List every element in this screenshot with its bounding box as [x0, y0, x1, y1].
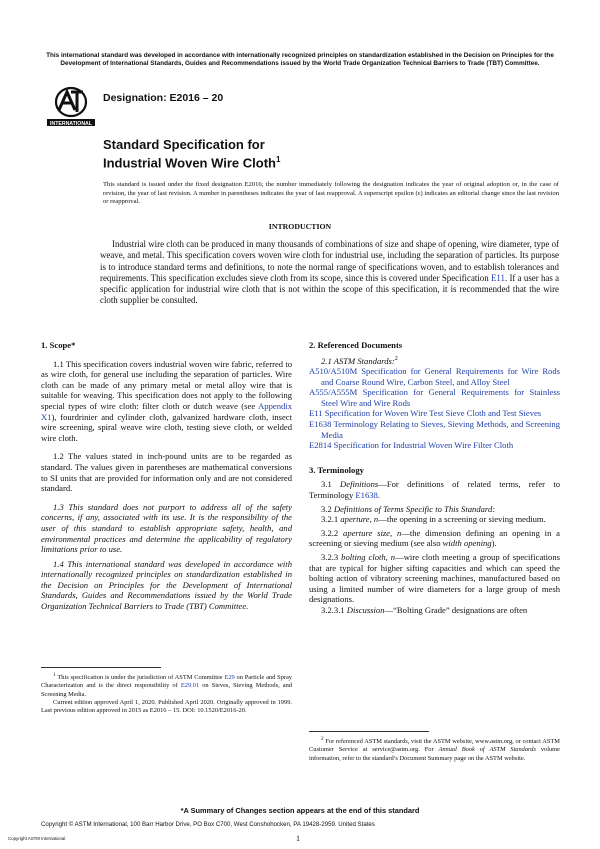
reference-code[interactable]: E1638 [309, 419, 332, 430]
page-title: Standard Specification for Industrial Woven Wire Cloth$^1$ [103, 137, 281, 171]
term-3-2-2: 3.2.2 aperture size, n—the dimension defining an opening in a screening or sieving medium (see also width opening). [309, 527, 560, 549]
term-3-1: 3.1 Definitions—For definitions of related terms, refer to Terminology E1638. [309, 479, 561, 500]
license-stamp: Copyright ASTM International [8, 836, 66, 841]
scope-1-3: 1.3 This standard does not purport to address all of the safety concerns, if any, associated with its use. It is the responsibility of the user of this standard to establish appropriate safety, health, and environmental practices and determine the applicability of regulatory limitations prior to use. [41, 501, 292, 555]
wto-notice: This international standard was developed in accordance with internationally recognized principles on standardization established in the Decision on Principles for the Development of International Standards, Guides and Recommendations issued by the World Trade Organization Technical Barriers to Trade (TBT) Committee. [46, 52, 554, 67]
intro-heading: INTRODUCTION [268, 222, 332, 231]
summary-note: *A Summary of Changes section appears at the end of this standard [180, 806, 420, 815]
issued-note: This standard is issued under the fixed designation E2016; the number immediately following the designation indicates the year of original adoption or, in the case of revision, the year of last revision. A number in parentheses indicates the year of last reapproval. A superscript epsilon (ε) indicates an editorial change since the last revision or reapproval. [103, 181, 559, 206]
term-3-2: 3.2 Definitions of Terms Specific to This Standard: [321, 503, 496, 514]
reference-code[interactable]: A510/A510M [309, 366, 358, 377]
reference-title[interactable]: Specification for Industrial Woven Wire Filter Cloth [333, 440, 514, 451]
scope-section [41, 340, 292, 612]
term-3-2-3: 3.2.3 bolting cloth, n—wire cloth meeting a group of specifications that are typical for higher sifting capacities and which can speed the bolting action of vibratory screening machines, manufactured based on using a limited number of wire diameters for a large group of mesh designations. [309, 551, 560, 605]
referenced-heading: 2. Referenced Documents [309, 340, 403, 350]
e29-01-link[interactable]: E29.01 [180, 682, 200, 690]
reference-item[interactable] [309, 387, 560, 408]
footnote-2: $^2$ For referenced ASTM standards, visit the ASTM website, www.astm.org, or contact ASTM Customer Service at service@astm.org. For Annual Book of ASTM Standards volume information, refer to the standard’s Document Summary page on the ASTM website. [309, 731, 560, 763]
astm-logo [45, 84, 97, 128]
reference-list [309, 366, 560, 451]
reference-title[interactable]: Specification for General Requirements for Stainless Steel Wire and Wire Rods [321, 387, 561, 408]
reference-item[interactable] [309, 419, 560, 440]
reference-item[interactable] [309, 408, 560, 419]
reference-code[interactable]: E2814 [309, 440, 332, 451]
terminology-heading: 3. Terminology [309, 464, 364, 475]
appendix-x1-link[interactable]: Appendix X1 [41, 400, 292, 422]
scope-1-4: 1.4 This international standard was developed in accordance with internationally recognized principles on standardization established in the Decision on Principles for the Development of International Standards, Guides and Recommendations issued by the World Trade Organization Technical Barriers to Trade (TBT) Committee. [41, 558, 292, 612]
svg-text:INTERNATIONAL: INTERNATIONAL [50, 121, 92, 127]
scope-heading: 1. Scope* [41, 340, 76, 350]
astm-logo-icon [45, 84, 97, 128]
intro-paragraph: Industrial wire cloth can be produced in many thousands of combinations of size and shape of opening, wire diameter, type of weave, and metal. This specification covers woven wire cloth for industrial use, including the separation of particles. Its purpose is to introduce standard terms and definitions, to note the normal range of specifications woven, and to establish tolerances and requirements. This specification excludes sieve cloth from its scope, since this is covered under Specification E11. If a user has a specific application for industrial wire cloth that is not within the scope of this specification, it is recommended that the wire cloth supplier be consulted. [100, 239, 560, 306]
scope-1-1: 1.1 This specification covers industrial woven wire fabric, referred to as wire cloth, for general use including the separation of particles. Wire cloth can be made of any primary metal or metal alloy wire that is suitable for weaving. This specification does not apply to the following special types of wire cloth: filter cloth or dutch weave (see Appendix X1), fourdrinier and cylinder cloth, galvanized hardware cloth, insect wire screening, spiral weave wire cloth, testing sieve cloth, or welded wire cloth. [41, 358, 292, 443]
reference-code[interactable]: A555/A555M [309, 387, 358, 398]
term-3-2-3-1: 3.2.3.1 Discussion—“Bolting Grade” designations are often [321, 604, 528, 615]
reference-item[interactable] [309, 366, 560, 387]
reference-title[interactable]: Specification for General Requirements for Wire Rods and Coarse Round Wire, Carbon Steel, and Alloy Steel [321, 366, 560, 387]
e1638-link[interactable]: E1638 [355, 489, 378, 500]
reference-title[interactable]: Terminology Relating to Sieves, Sieving Methods, and Screening Media [321, 419, 561, 440]
e29-link[interactable]: E29 [224, 674, 235, 682]
reference-title[interactable]: Specification for Woven Wire Test Sieve Cloth and Test Sieves [324, 408, 542, 419]
term-3-2-1: 3.2.1 aperture, n—the opening in a screening or sieving medium. [321, 514, 546, 525]
page-number: 1 [296, 834, 300, 843]
copyright: Copyright © ASTM International, 100 Barr Harbor Drive, PO Box C700, West Conshohocken, PA 19428-2959. United States [41, 821, 375, 828]
referenced-section: 2. Referenced Documents 2.1 ASTM Standards:$^2$ A510/A510M Specification for General Requirements for Wire Rods and Coarse Round Wire, Carbon Steel, and Alloy Steel A555/A555M Specification for General Requirements for Stainless Steel Wire and Wire Rods E11 Specification for Woven Wire Test Sieve Cloth and Test Sieves E1638 Terminology Relating to Sieves, Sieving Methods, and Screening Media E2814 Specification for Industrial Woven Wire Filter Cloth 3. Terminology 3.1 Definitions—For definitions of related terms, refer to Terminology E1638. 3.2 Definitions of Terms Specific to This Standard: 3.2.1 aperture, n—the opening in a screening or sieving medium. 3.2.2 aperture size, n—the dimension defining an opening in a screening or sieving medium (see also width opening). 3.2.3 bolting cloth, n—wire cloth meeting a group of specifications that are typical for higher sifting capacities and which can speed the bolting action of vibratory screening machines, manufactured based on using a limited number of wire diameters for a large group of mesh designations. 3.2.3.1 Discussion—“Bolting Grade” designations are often [309, 340, 561, 615]
reference-code[interactable]: E11 [309, 408, 323, 419]
scope-1-2: 1.2 The values stated in inch-pound units are to be regarded as standard. The values given in parentheses are mathematical conversions to SI units that are provided for information only and are not considered standard. [41, 451, 292, 494]
reference-item[interactable] [309, 440, 560, 451]
designation: Designation: E2016 – 20 [103, 92, 224, 104]
e11-link[interactable]: E11 [490, 272, 505, 283]
footnote-1: $^1$ This specification is under the jurisdiction of ASTM Committee E29 on Particle and Spray Characterization and is the direct responsibility of E29.01 on Sieves, Sieving Methods, and Screening Media. Current edition approved April 1, 2020. Published April 2020. Originally approved in 1999. Last previous edition approved in 2015 as E2016 – 15. DOI: 10.1520/E2016-20. [41, 667, 292, 715]
